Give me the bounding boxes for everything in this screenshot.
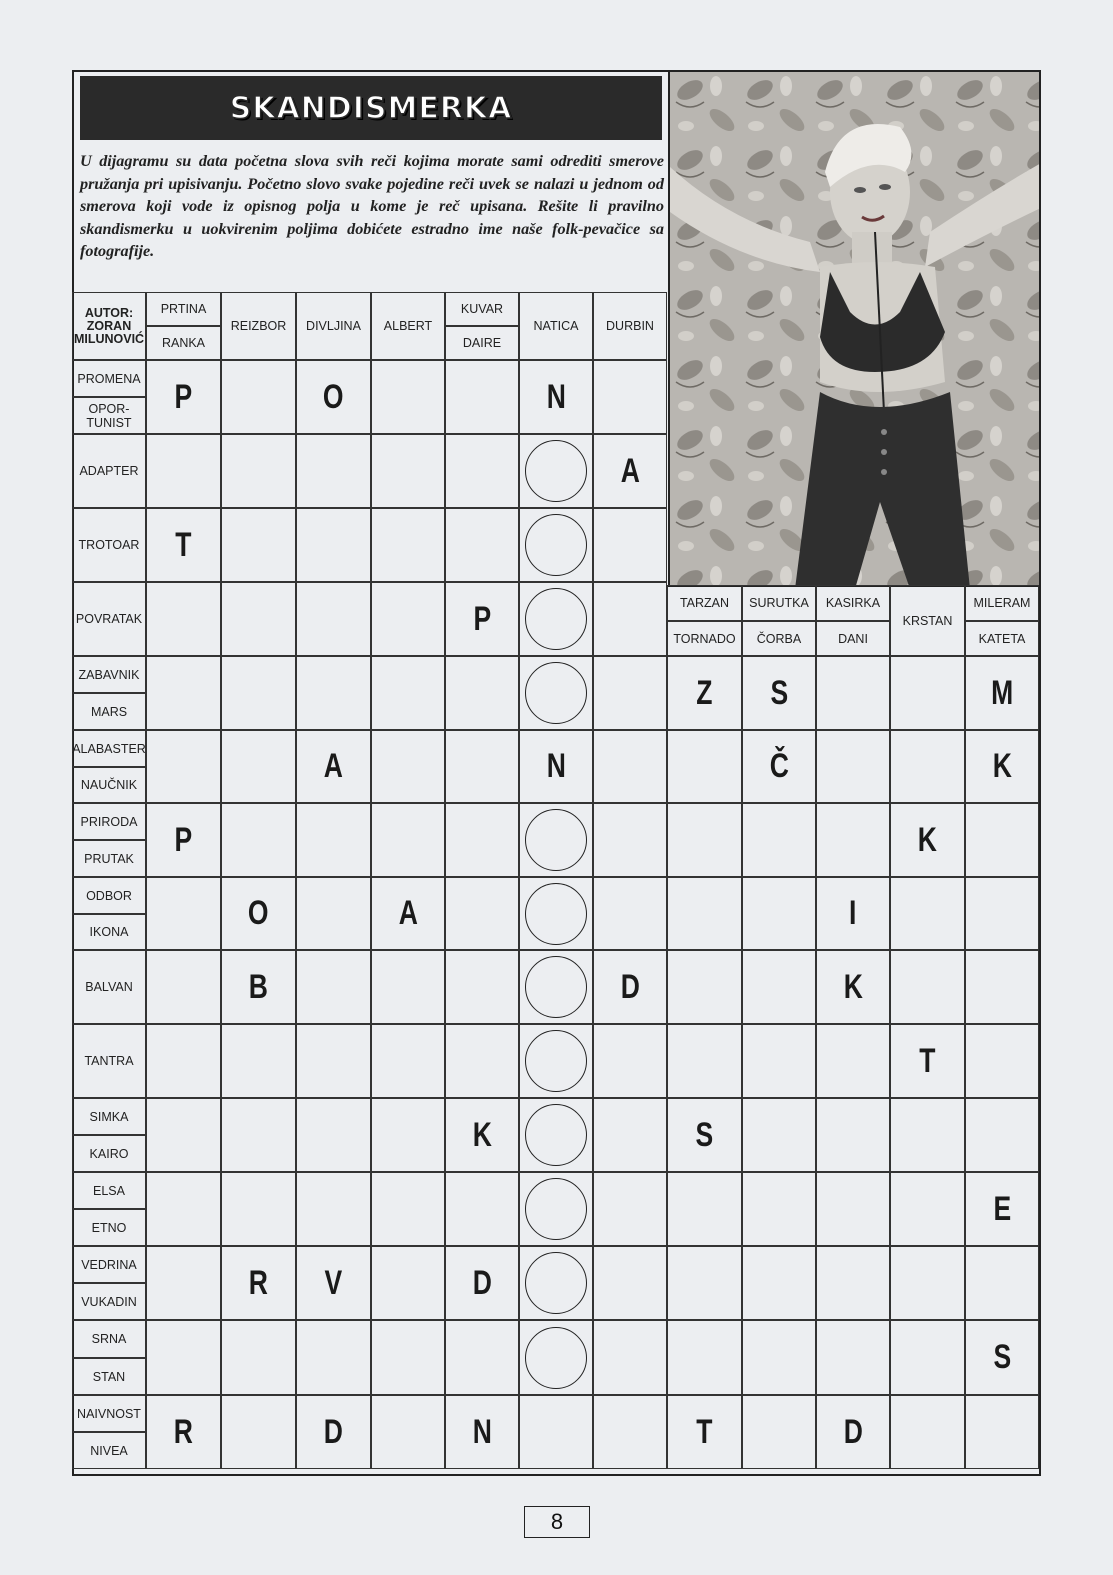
- clue-text: NAIVNOST: [77, 1406, 141, 1421]
- answer-cell[interactable]: [965, 1024, 1039, 1098]
- given-letter: Z: [696, 673, 713, 712]
- answer-cell[interactable]: [593, 1395, 667, 1469]
- clue-text: PRIRODA: [80, 814, 138, 829]
- answer-cell[interactable]: [371, 730, 445, 803]
- given-letter: I: [849, 894, 857, 932]
- given-letter: D: [472, 1263, 492, 1302]
- author-line: ZORAN: [86, 318, 132, 333]
- left-clue-top: [72, 803, 146, 840]
- answer-cell[interactable]: [742, 1172, 816, 1246]
- answer-cell[interactable]: [296, 803, 371, 877]
- left-clue-bottom: [72, 1209, 146, 1246]
- answer-cell[interactable]: [296, 1024, 371, 1098]
- answer-cell[interactable]: [296, 877, 371, 950]
- left-clue-bottom: [72, 1135, 146, 1172]
- answer-cell[interactable]: [667, 1246, 742, 1320]
- clue-text: RANKA: [161, 336, 206, 350]
- left-clue-top: [72, 1246, 146, 1283]
- answer-cell[interactable]: [296, 508, 371, 582]
- answer-cell[interactable]: [742, 1098, 816, 1172]
- left-clue-top: [72, 1098, 146, 1135]
- answer-cell[interactable]: [221, 434, 296, 508]
- answer-cell[interactable]: [296, 656, 371, 730]
- solution-circle[interactable]: [525, 1252, 587, 1314]
- photo-illustration: [670, 72, 1041, 587]
- answer-cell[interactable]: [816, 730, 890, 803]
- page-title: SKANDISMERKA: [229, 90, 513, 126]
- clue-text: TORNADO: [673, 631, 736, 646]
- title-banner: [80, 76, 662, 140]
- answer-cell[interactable]: [965, 1320, 1039, 1395]
- right-clue-top: [965, 585, 1039, 621]
- answer-cell[interactable]: [146, 877, 221, 950]
- clue-text: MILERAM: [973, 596, 1031, 610]
- answer-cell[interactable]: [965, 730, 1039, 803]
- answer-cell[interactable]: [445, 950, 519, 1024]
- answer-cell[interactable]: [445, 656, 519, 730]
- left-clue-bottom: [72, 1283, 146, 1320]
- answer-cell[interactable]: [816, 656, 890, 730]
- solution-circle[interactable]: [525, 440, 587, 502]
- answer-cell[interactable]: [221, 656, 296, 730]
- answer-cell[interactable]: [593, 1246, 667, 1320]
- clue-text: TANTRA: [84, 1054, 134, 1068]
- clue-text: KAIRO: [89, 1146, 129, 1161]
- given-letter: K: [843, 967, 863, 1006]
- left-clue-top: [72, 1395, 146, 1432]
- clue-text: BALVAN: [85, 980, 133, 994]
- clue-text: NIVEA: [90, 1443, 128, 1458]
- answer-cell[interactable]: [445, 1246, 519, 1320]
- answer-cell[interactable]: [667, 1024, 742, 1098]
- author-cell: [72, 292, 146, 360]
- given-letter: S: [993, 1338, 1011, 1376]
- given-letter: D: [620, 967, 640, 1006]
- answer-cell[interactable]: [816, 1395, 890, 1469]
- left-clue-bottom: [72, 693, 146, 730]
- clue-text: PRUTAK: [84, 851, 134, 866]
- clue-text: TROTOAR: [78, 538, 140, 552]
- answer-cell[interactable]: [593, 950, 667, 1024]
- clue-text: SURUTKA: [749, 596, 809, 610]
- answer-cell[interactable]: [519, 730, 593, 803]
- answer-cell[interactable]: [890, 950, 965, 1024]
- answer-cell[interactable]: [593, 1172, 667, 1246]
- answer-cell[interactable]: [816, 1246, 890, 1320]
- given-letter: K: [992, 747, 1012, 785]
- answer-cell[interactable]: [965, 1395, 1039, 1469]
- given-letter: A: [398, 894, 418, 932]
- answer-cell[interactable]: [296, 1098, 371, 1172]
- given-letter: S: [695, 1115, 714, 1154]
- clue-text: ADAPTER: [79, 464, 139, 478]
- clue-text: DURBIN: [606, 319, 654, 333]
- clue-text: PROMENA: [77, 371, 141, 386]
- answer-cell[interactable]: [742, 730, 816, 803]
- answer-cell[interactable]: [371, 1246, 445, 1320]
- answer-cell[interactable]: [146, 730, 221, 803]
- answer-cell[interactable]: [593, 1320, 667, 1395]
- answer-cell[interactable]: [221, 360, 296, 434]
- author-line: AUTOR:: [84, 305, 134, 320]
- answer-cell[interactable]: [371, 434, 445, 508]
- answer-cell[interactable]: [146, 582, 221, 656]
- given-letter: A: [323, 747, 344, 785]
- answer-cell[interactable]: [816, 1320, 890, 1395]
- answer-cell[interactable]: [667, 877, 742, 950]
- answer-cell[interactable]: [221, 1395, 296, 1469]
- left-clue: [72, 434, 146, 508]
- left-clue-bottom: [72, 1432, 146, 1469]
- answer-cell[interactable]: [742, 1320, 816, 1395]
- answer-cell[interactable]: [221, 1320, 296, 1395]
- answer-cell[interactable]: [296, 360, 371, 434]
- answer-cell[interactable]: [742, 1024, 816, 1098]
- answer-cell[interactable]: [965, 1098, 1039, 1172]
- top-clue: [593, 292, 667, 360]
- answer-cell[interactable]: [221, 508, 296, 582]
- left-clue-top: [72, 656, 146, 693]
- clue-text: DIVLJINA: [306, 319, 361, 333]
- given-letter: N: [546, 747, 566, 785]
- answer-cell[interactable]: [221, 582, 296, 656]
- clue-text: KASIRKA: [825, 596, 881, 610]
- left-clue-top: [72, 877, 146, 914]
- clue-text: STAN: [92, 1369, 126, 1384]
- answer-cell[interactable]: [445, 1395, 519, 1469]
- right-clue-bottom: [667, 621, 742, 656]
- answer-cell[interactable]: [371, 360, 445, 434]
- answer-cell[interactable]: [445, 1098, 519, 1172]
- given-letter: O: [248, 894, 269, 932]
- answer-cell[interactable]: [593, 656, 667, 730]
- clue-text: ALBERT: [383, 319, 433, 333]
- left-clue-bottom: [72, 767, 146, 803]
- given-letter: T: [175, 525, 192, 564]
- answer-cell[interactable]: [593, 1098, 667, 1172]
- answer-cell[interactable]: [667, 803, 742, 877]
- right-clue-bottom: [816, 621, 890, 656]
- answer-cell[interactable]: [816, 950, 890, 1024]
- answer-cell[interactable]: [146, 508, 221, 582]
- given-letter: T: [919, 1041, 936, 1080]
- clue-text: ČORBA: [756, 631, 802, 646]
- answer-cell[interactable]: [221, 877, 296, 950]
- answer-cell[interactable]: [816, 877, 890, 950]
- clue-text: KRSTAN: [902, 613, 953, 628]
- answer-cell[interactable]: [221, 1246, 296, 1320]
- answer-cell[interactable]: [667, 656, 742, 730]
- author-line: MILUNOVIĆ: [73, 331, 145, 346]
- instructions-text: U dijagramu su data početna slova svih reči kojima morate sami odrediti smerove pružanja pri upisivanju. Početno slovo svake pojedine reči uvek se nalazi u jednom od smerova koji vode iz opisnog polja u kome je reč upisana. Rešite li pravilno skandismerku u uokvirenim poljima dobićete estradno ime naše folk-pevačice sa fotografije.: [80, 152, 664, 260]
- answer-cell[interactable]: [890, 877, 965, 950]
- solution-circle[interactable]: [525, 956, 587, 1018]
- top-clue: [296, 292, 371, 360]
- answer-cell[interactable]: [371, 1098, 445, 1172]
- given-letter: R: [248, 1263, 269, 1302]
- answer-cell[interactable]: [890, 1172, 965, 1246]
- answer-cell[interactable]: [667, 1395, 742, 1469]
- answer-cell[interactable]: [445, 1024, 519, 1098]
- answer-cell[interactable]: [221, 730, 296, 803]
- clue-text: TARZAN: [679, 596, 730, 610]
- clue-text: REIZBOR: [230, 319, 287, 333]
- given-letter: A: [620, 451, 640, 490]
- answer-cell[interactable]: [890, 730, 965, 803]
- given-letter: T: [696, 1412, 713, 1451]
- answer-cell[interactable]: [371, 582, 445, 656]
- clue-text: DAIRE: [462, 336, 502, 350]
- answer-cell[interactable]: [445, 1172, 519, 1246]
- answer-cell[interactable]: [890, 656, 965, 730]
- given-letter: D: [843, 1412, 863, 1451]
- left-clue-top: [72, 1320, 146, 1358]
- solution-circle[interactable]: [525, 883, 587, 945]
- answer-cell[interactable]: [890, 1098, 965, 1172]
- right-clue-top: [667, 585, 742, 621]
- clue-text: IKONA: [89, 925, 129, 939]
- answer-cell[interactable]: [742, 803, 816, 877]
- top-clue: [371, 292, 445, 360]
- clue-text: OPOR- TUNIST: [86, 401, 132, 430]
- solution-circle[interactable]: [525, 1104, 587, 1166]
- answer-cell[interactable]: [371, 877, 445, 950]
- clue-text: POVRATAK: [75, 612, 143, 626]
- given-letter: R: [173, 1412, 194, 1451]
- given-letter: D: [323, 1412, 344, 1451]
- answer-cell[interactable]: [965, 656, 1039, 730]
- answer-cell[interactable]: [445, 730, 519, 803]
- answer-cell[interactable]: [742, 877, 816, 950]
- solution-circle[interactable]: [525, 588, 587, 650]
- left-clue: [72, 1024, 146, 1098]
- answer-cell[interactable]: [816, 1098, 890, 1172]
- answer-cell[interactable]: [146, 1024, 221, 1098]
- answer-cell[interactable]: [593, 730, 667, 803]
- answer-cell[interactable]: [221, 1172, 296, 1246]
- clue-text: NAUČNIK: [80, 778, 138, 792]
- given-letter: K: [472, 1115, 492, 1154]
- right-clue-top: [742, 585, 816, 621]
- left-clue: [72, 582, 146, 656]
- answer-cell[interactable]: [519, 360, 593, 434]
- answer-cell[interactable]: [742, 1246, 816, 1320]
- given-letter: N: [546, 377, 566, 416]
- given-letter: N: [472, 1412, 492, 1451]
- answer-cell[interactable]: [890, 1395, 965, 1469]
- answer-cell[interactable]: [742, 1395, 816, 1469]
- top-clue-top: [146, 292, 221, 326]
- answer-cell[interactable]: [445, 434, 519, 508]
- answer-cell[interactable]: [146, 803, 221, 877]
- answer-cell[interactable]: [371, 1024, 445, 1098]
- answer-cell[interactable]: [742, 656, 816, 730]
- answer-cell[interactable]: [371, 1395, 445, 1469]
- answer-cell[interactable]: [296, 950, 371, 1024]
- answer-cell[interactable]: [371, 508, 445, 582]
- given-letter: V: [324, 1263, 343, 1302]
- given-letter: B: [248, 967, 269, 1006]
- left-clue-bottom: [72, 840, 146, 877]
- answer-cell[interactable]: [816, 1024, 890, 1098]
- answer-cell[interactable]: [146, 656, 221, 730]
- answer-cell[interactable]: [519, 1395, 593, 1469]
- answer-cell[interactable]: [593, 582, 667, 656]
- left-clue-bottom: [72, 397, 146, 434]
- given-letter: P: [473, 599, 491, 638]
- answer-cell[interactable]: [593, 434, 667, 508]
- answer-cell[interactable]: [593, 877, 667, 950]
- solution-circle[interactable]: [525, 1030, 587, 1092]
- answer-cell[interactable]: [965, 1172, 1039, 1246]
- clue-text: MARS: [90, 704, 128, 719]
- answer-cell[interactable]: [445, 582, 519, 656]
- top-clue-top: [445, 292, 519, 326]
- clue-text: ALABASTER: [72, 741, 146, 756]
- clue-text: VUKADIN: [81, 1294, 137, 1309]
- clue-text: PRTINA: [160, 302, 207, 316]
- answer-cell[interactable]: [371, 803, 445, 877]
- solution-circle[interactable]: [525, 514, 587, 576]
- singer-photo: [668, 70, 1041, 587]
- answer-cell[interactable]: [593, 803, 667, 877]
- answer-cell[interactable]: [445, 877, 519, 950]
- given-letter: Č: [769, 747, 789, 785]
- answer-cell[interactable]: [296, 1246, 371, 1320]
- clue-text: DANI: [838, 631, 868, 646]
- clue-text: VEDRINA: [81, 1257, 137, 1272]
- right-clue-bottom: [965, 621, 1039, 656]
- left-clue-top: [72, 1172, 146, 1209]
- given-letter: P: [174, 377, 193, 416]
- answer-cell[interactable]: [445, 508, 519, 582]
- left-clue: [72, 508, 146, 582]
- answer-cell[interactable]: [667, 1172, 742, 1246]
- given-letter: S: [770, 673, 788, 712]
- top-clue-bottom: [445, 326, 519, 360]
- answer-cell[interactable]: [221, 803, 296, 877]
- right-clue-bottom: [742, 621, 816, 656]
- answer-cell[interactable]: [221, 1024, 296, 1098]
- answer-cell[interactable]: [593, 1024, 667, 1098]
- given-letter: E: [993, 1189, 1011, 1228]
- answer-cell[interactable]: [146, 1246, 221, 1320]
- answer-cell[interactable]: [146, 1172, 221, 1246]
- answer-cell[interactable]: [146, 1395, 221, 1469]
- answer-cell[interactable]: [667, 950, 742, 1024]
- answer-cell[interactable]: [221, 1098, 296, 1172]
- left-clue-top: [72, 360, 146, 397]
- given-letter: M: [990, 673, 1014, 712]
- answer-cell[interactable]: [890, 1024, 965, 1098]
- solution-circle[interactable]: [525, 809, 587, 871]
- top-clue-bottom: [146, 326, 221, 360]
- answer-cell[interactable]: [445, 360, 519, 434]
- clue-text: ELSA: [93, 1183, 125, 1198]
- left-clue-bottom: [72, 914, 146, 950]
- answer-cell[interactable]: [667, 1098, 742, 1172]
- answer-cell[interactable]: [221, 950, 296, 1024]
- answer-cell[interactable]: [890, 1246, 965, 1320]
- answer-cell[interactable]: [296, 1395, 371, 1469]
- left-clue-top: [72, 730, 146, 767]
- page-number: 8: [524, 1506, 590, 1538]
- answer-cell[interactable]: [816, 803, 890, 877]
- answer-cell[interactable]: [593, 508, 667, 582]
- clue-text: ODBOR: [86, 888, 132, 903]
- given-letter: P: [174, 820, 193, 859]
- solution-circle[interactable]: [525, 1178, 587, 1240]
- clue-text: KATETA: [978, 631, 1026, 646]
- answer-cell[interactable]: [445, 803, 519, 877]
- given-letter: O: [323, 377, 344, 416]
- answer-cell[interactable]: [371, 1172, 445, 1246]
- clue-text: KUVAR: [460, 302, 504, 316]
- left-clue-bottom: [72, 1358, 146, 1395]
- answer-cell[interactable]: [296, 730, 371, 803]
- answer-cell[interactable]: [667, 730, 742, 803]
- top-clue: [221, 292, 296, 360]
- answer-cell[interactable]: [890, 1320, 965, 1395]
- clue-text: NATICA: [533, 319, 579, 333]
- solution-circle[interactable]: [525, 662, 587, 724]
- answer-cell[interactable]: [371, 950, 445, 1024]
- answer-cell[interactable]: [296, 1320, 371, 1395]
- clue-text: SRNA: [91, 1332, 127, 1346]
- clue-text: ZABAVNIK: [78, 667, 140, 682]
- right-clue-top: [816, 585, 890, 621]
- answer-cell[interactable]: [146, 950, 221, 1024]
- given-letter: K: [917, 820, 938, 859]
- answer-cell[interactable]: [593, 360, 667, 434]
- answer-cell[interactable]: [965, 950, 1039, 1024]
- answer-cell[interactable]: [296, 1172, 371, 1246]
- answer-cell[interactable]: [296, 582, 371, 656]
- answer-cell[interactable]: [371, 656, 445, 730]
- answer-cell[interactable]: [146, 360, 221, 434]
- top-clue: [519, 292, 593, 360]
- answer-cell[interactable]: [965, 877, 1039, 950]
- answer-cell[interactable]: [146, 434, 221, 508]
- answer-cell[interactable]: [296, 434, 371, 508]
- answer-cell[interactable]: [445, 1320, 519, 1395]
- answer-cell[interactable]: [146, 1098, 221, 1172]
- clue-text: ETNO: [91, 1220, 127, 1235]
- answer-cell[interactable]: [890, 803, 965, 877]
- answer-cell[interactable]: [371, 1320, 445, 1395]
- right-clue: [890, 585, 965, 656]
- left-clue: [72, 950, 146, 1024]
- answer-cell[interactable]: [965, 1246, 1039, 1320]
- solution-circle[interactable]: [525, 1327, 587, 1389]
- answer-cell[interactable]: [965, 803, 1039, 877]
- answer-cell[interactable]: [816, 1172, 890, 1246]
- answer-cell[interactable]: [742, 950, 816, 1024]
- answer-cell[interactable]: [146, 1320, 221, 1395]
- clue-text: SIMKA: [89, 1109, 129, 1124]
- answer-cell[interactable]: [667, 1320, 742, 1395]
